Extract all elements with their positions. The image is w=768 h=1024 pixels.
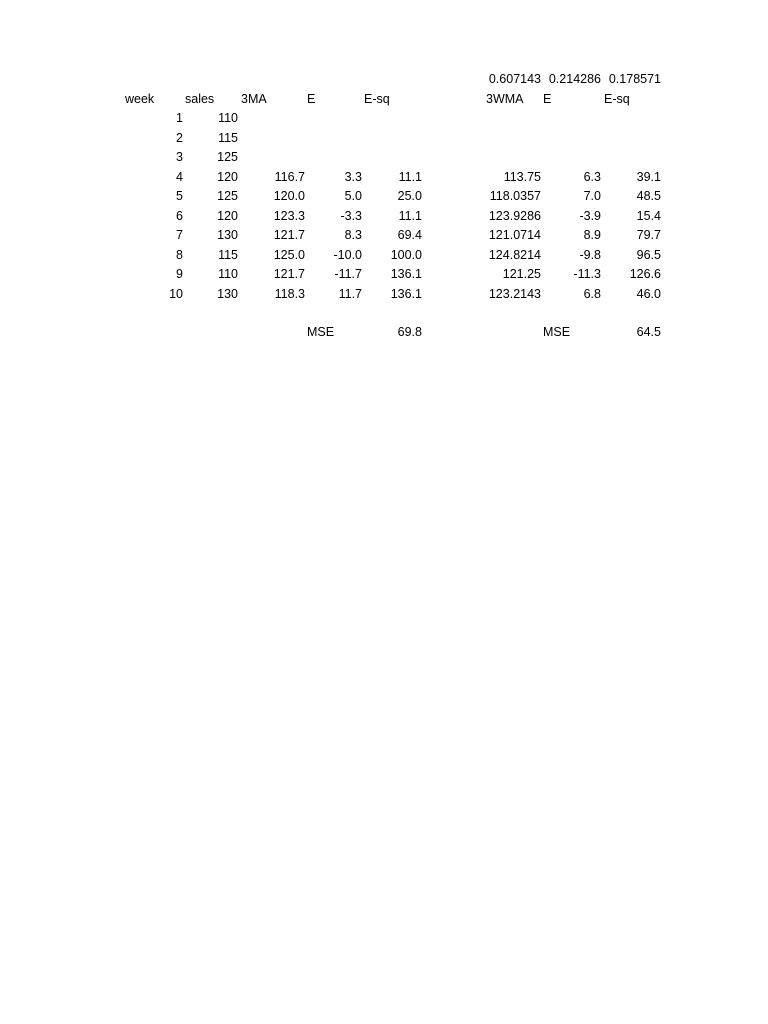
cell-sales: 125 xyxy=(217,150,238,164)
cell-week: 2 xyxy=(176,131,183,145)
cell-week: 3 xyxy=(176,150,183,164)
cell-wma: 121.25 xyxy=(502,267,541,281)
cell-wma: 113.75 xyxy=(503,170,541,184)
cell-e2: -9.8 xyxy=(579,248,601,262)
cell-esq2: 48.5 xyxy=(636,189,661,203)
cell-e2: 6.8 xyxy=(583,287,601,301)
cell-ma3: 121.7 xyxy=(273,228,305,242)
header-e-2: E xyxy=(543,92,552,106)
mse-label-2: MSE xyxy=(543,325,571,339)
cell-sales: 115 xyxy=(218,248,238,262)
cell-week: 10 xyxy=(169,287,183,301)
cell-sales: 125 xyxy=(217,189,238,203)
cell-e2: 8.9 xyxy=(583,228,601,242)
cell-week: 6 xyxy=(176,209,183,223)
cell-sales: 130 xyxy=(217,287,238,301)
mse-value-2: 64.5 xyxy=(636,325,661,339)
cell-e: 11.7 xyxy=(338,287,362,301)
cell-esq2: 15.4 xyxy=(636,209,661,223)
mse-value-1: 69.8 xyxy=(397,325,422,339)
header-esq: E-sq xyxy=(364,92,390,106)
cell-wma: 124.8214 xyxy=(488,248,541,262)
header-esq-2: E-sq xyxy=(604,92,630,106)
cell-esq2: 39.1 xyxy=(636,170,661,184)
cell-esq: 11.1 xyxy=(398,209,422,223)
weight-3: 0.178571 xyxy=(608,72,661,86)
cell-week: 1 xyxy=(176,111,183,125)
cell-esq: 136.1 xyxy=(390,287,422,301)
cell-week: 5 xyxy=(176,189,183,203)
cell-esq: 25.0 xyxy=(397,189,422,203)
cell-e2: 7.0 xyxy=(583,189,601,203)
cell-wma: 121.0714 xyxy=(488,228,541,242)
cell-week: 4 xyxy=(176,170,183,184)
cell-sales: 110 xyxy=(218,111,238,125)
cell-e: 5.0 xyxy=(344,189,362,203)
cell-ma3: 123.3 xyxy=(273,209,305,223)
header-e: E xyxy=(307,92,316,106)
cell-ma3: 121.7 xyxy=(273,267,305,281)
cell-week: 8 xyxy=(176,248,183,262)
cell-e: -11.7 xyxy=(334,267,362,281)
cell-esq2: 79.7 xyxy=(636,228,661,242)
cell-sales: 120 xyxy=(217,209,238,223)
header-3wma: 3WMA xyxy=(486,92,524,106)
weight-2: 0.214286 xyxy=(548,72,601,86)
cell-wma: 123.9286 xyxy=(488,209,541,223)
cell-sales: 130 xyxy=(217,228,238,242)
cell-esq: 69.4 xyxy=(397,228,422,242)
cell-wma: 118.0357 xyxy=(489,189,541,203)
cell-esq2: 46.0 xyxy=(636,287,661,301)
cell-week: 7 xyxy=(176,228,183,242)
mse-label-1: MSE xyxy=(307,325,335,339)
cell-e2: 6.3 xyxy=(583,170,601,184)
cell-esq: 100.0 xyxy=(390,248,422,262)
cell-wma: 123.2143 xyxy=(488,287,541,301)
weight-1: 0.607143 xyxy=(488,72,541,86)
cell-ma3: 120.0 xyxy=(273,189,305,203)
header-sales: sales xyxy=(185,92,215,106)
header-3ma: 3MA xyxy=(241,92,267,106)
cell-e: -3.3 xyxy=(340,209,362,223)
cell-e2: -3.9 xyxy=(579,209,601,223)
cell-e: 8.3 xyxy=(344,228,362,242)
cell-esq2: 96.5 xyxy=(636,248,661,262)
cell-ma3: 116.7 xyxy=(274,170,305,184)
cell-sales: 120 xyxy=(217,170,238,184)
cell-esq: 136.1 xyxy=(390,267,422,281)
cell-sales: 110 xyxy=(218,267,238,281)
cell-esq: 11.1 xyxy=(398,170,422,184)
cell-ma3: 125.0 xyxy=(273,248,305,262)
cell-ma3: 118.3 xyxy=(274,287,305,301)
cell-e: -10.0 xyxy=(333,248,362,262)
cell-e2: -11.3 xyxy=(573,267,601,281)
cell-sales: 115 xyxy=(218,131,238,145)
cell-e: 3.3 xyxy=(344,170,362,184)
cell-week: 9 xyxy=(176,267,183,281)
cell-esq2: 126.6 xyxy=(629,267,661,281)
header-week: week xyxy=(125,92,155,106)
